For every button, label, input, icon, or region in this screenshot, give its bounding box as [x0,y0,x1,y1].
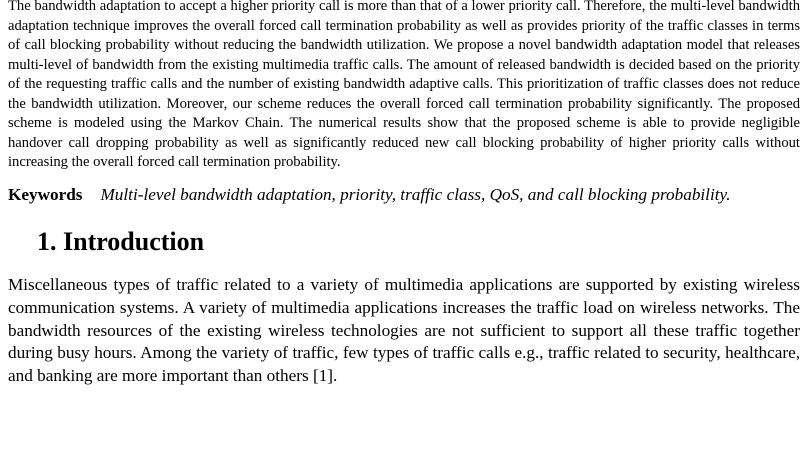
keywords-text: Multi-level bandwidth adaptation, priority, traffic class, QoS, and call blocking probability. [100,184,731,204]
keywords-line [8,183,800,206]
section-title: 1. Introduction [37,226,205,256]
abstract-paragraph: The bandwidth adaptation to accept a higher priority call is more than that of a lower priority call. Therefore, the multi-level bandwidth adaptation technique improves the overall forced call termination probability as well as provides priority of the traffic classes in terms of call blocking probability without reducing the bandwidth utilization. We propose a novel bandwidth adaptation model that releases multi-level of bandwidth from the existing multimedia traffic calls. The amount of released bandwidth is decided based on the priority of the requesting traffic calls and the number of existing bandwidth adaptive calls. This prioritization of traffic classes does not reduce the bandwidth utilization. Moreover, our scheme reduces the overall forced call termination probability significantly. The proposed scheme is modeled using the Markov Chain. The numerical results show that the proposed scheme is able to provide negligible handover call dropping probability as well as significantly reduced new call blocking probability of higher priority calls without increasing the overall forced call termination probability. [8,0,800,171]
document-page [8,0,800,388]
introduction-paragraph: Miscellaneous types of traffic related to a variety of multimedia applications are supported by existing wireless communication systems. A variety of multimedia applications increases the traffic load on wireless networks. The bandwidth resources of the existing wireless technologies are not sufficient to support all these traffic together during busy hours. Among the variety of traffic, few types of traffic calls e.g., traffic related to security, healthcare, and banking are more important than others [1]. [8,274,800,386]
keywords-label: Keywords [8,184,83,204]
